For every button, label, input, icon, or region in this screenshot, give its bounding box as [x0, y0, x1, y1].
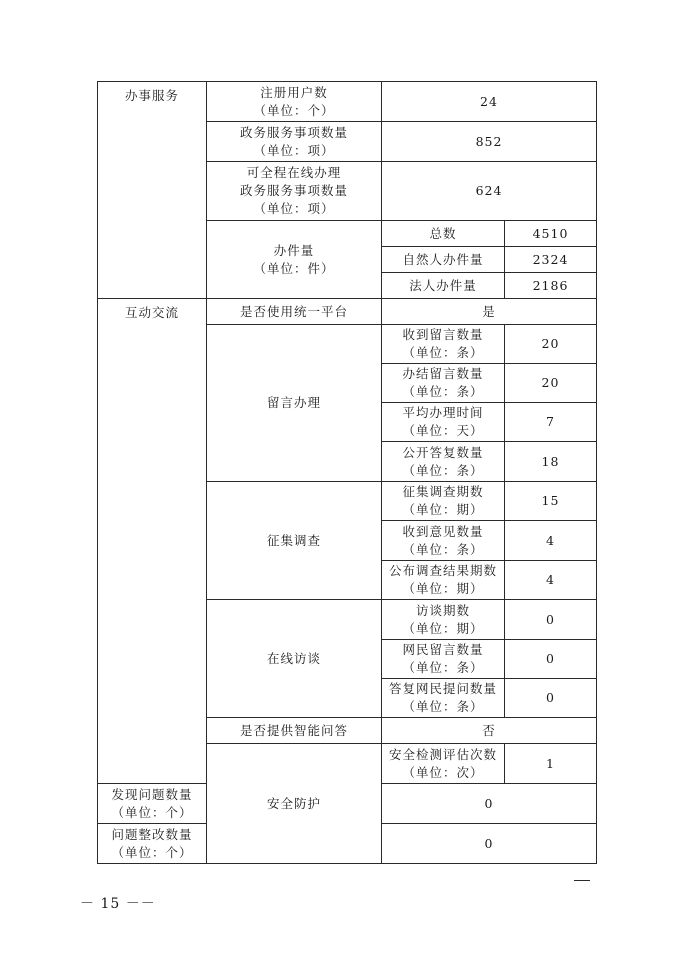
sub-label-cell: 收到留言数量 （单位：条） — [382, 325, 505, 364]
sub-label-cell: 总数 — [382, 221, 505, 247]
sub-label-cell: 访谈期数 （单位：期） — [382, 600, 505, 640]
value-cell: 0 — [382, 784, 597, 824]
sub-label-cell: 收到意见数量 （单位：条） — [382, 521, 505, 561]
group-label-cell: 征集调查 — [207, 482, 382, 600]
value-cell: 4 — [505, 521, 597, 561]
value-cell: 15 — [505, 482, 597, 521]
page-number: － 15 －－ — [80, 896, 156, 912]
category-label: 互动交流 — [124, 305, 179, 320]
row-label-cell: 可全程在线办理 政务服务事项数量 （单位：项） — [207, 162, 382, 221]
table-row — [98, 82, 597, 122]
sub-label-cell: 公布调查结果期数 （单位：期） — [382, 561, 505, 600]
value-cell: 24 — [382, 82, 597, 122]
value-cell: 4510 — [505, 221, 597, 247]
sub-label-cell: 征集调查期数 （单位：期） — [382, 482, 505, 521]
value-cell: 是 — [382, 299, 597, 325]
value-cell: 852 — [382, 122, 597, 162]
value-cell: 4 — [505, 561, 597, 600]
sub-label-cell: 答复网民提问数量 （单位：条） — [382, 679, 505, 718]
row-label-cell: 发现问题数量 （单位：个） — [98, 784, 207, 824]
row-label-cell: 安全检测评估次数 （单位：次） — [382, 744, 505, 784]
value-cell: 2324 — [505, 247, 597, 273]
category-cell — [98, 299, 207, 784]
value-cell: 0 — [505, 640, 597, 679]
footer-rule — [574, 880, 590, 881]
value-cell: 否 — [382, 718, 597, 744]
sub-label-cell: 办结留言数量 （单位：条） — [382, 364, 505, 403]
table-row — [98, 299, 597, 325]
category-label: 办事服务 — [124, 88, 179, 103]
value-cell: 18 — [505, 442, 597, 482]
row-label-cell: 政务服务事项数量 （单位：项） — [207, 122, 382, 162]
sub-label-cell: 网民留言数量 （单位：条） — [382, 640, 505, 679]
value-cell: 20 — [505, 364, 597, 403]
value-cell: 7 — [505, 403, 597, 442]
row-label-cell: 注册用户数 （单位：个） — [207, 82, 382, 122]
value-cell: 1 — [505, 744, 597, 784]
group-label-cell: 办件量 （单位：件） — [207, 221, 382, 299]
category-cell — [207, 744, 382, 864]
sub-label-cell: 自然人办件量 — [382, 247, 505, 273]
row-label-cell: 问题整改数量 （单位：个） — [98, 824, 207, 864]
value-cell: 0 — [505, 600, 597, 640]
sub-label-cell: 公开答复数量 （单位：条） — [382, 442, 505, 482]
value-cell: 2186 — [505, 273, 597, 299]
row-label-cell: 是否使用统一平台 — [207, 299, 382, 325]
row-label-cell: 是否提供智能问答 — [207, 718, 382, 744]
group-label-cell: 在线访谈 — [207, 600, 382, 718]
sub-label-cell: 平均办理时间 （单位：天） — [382, 403, 505, 442]
category-cell — [98, 82, 207, 299]
group-label-cell: 留言办理 — [207, 325, 382, 482]
category-label: 安全防护 — [266, 795, 321, 811]
value-cell: 624 — [382, 162, 597, 221]
value-cell: 20 — [505, 325, 597, 364]
statistics-table — [97, 81, 597, 864]
value-cell: 0 — [382, 824, 597, 864]
sub-label-cell: 法人办件量 — [382, 273, 505, 299]
value-cell: 0 — [505, 679, 597, 718]
